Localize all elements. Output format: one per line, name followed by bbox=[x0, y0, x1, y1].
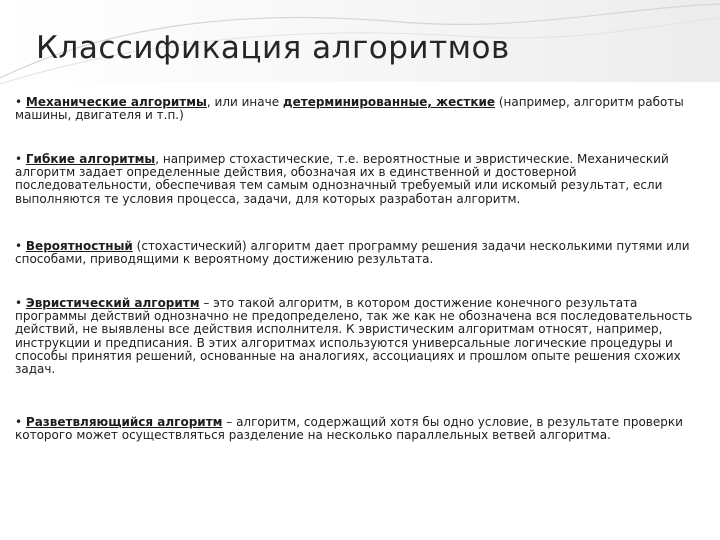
item-text: , например стохастические, т.е. вероятностные и эвристические. Механический алгоритм задает определенные действия, обозначая их в единственной и достоверной последовательности, обеспечивая тем самым однозначный требуемый или искомый результат, если выполняются те условия процесса, задачи, для которых разработан алгоритм. bbox=[15, 152, 669, 206]
bullet-icon: • bbox=[15, 95, 23, 109]
term-deterministic: детерминированные, жесткие bbox=[282, 95, 496, 109]
list-item bbox=[15, 297, 712, 376]
slide-title: Классификация алгоритмов bbox=[36, 30, 510, 66]
item-text: , или иначе bbox=[206, 95, 283, 109]
item-text: (стохастический) алгоритм дает программу решения задачи несколькими путями или способами, приводящими к вероятному достижению результата. bbox=[15, 239, 690, 267]
item-text: (например, алгоритм работы машины, двигателя и т.п.) bbox=[15, 95, 684, 123]
bullet-icon: • bbox=[15, 239, 23, 253]
list-item bbox=[15, 153, 712, 206]
term-heuristic: Эвристический алгоритм bbox=[25, 296, 200, 310]
bullet-icon: • bbox=[15, 415, 23, 429]
term-flexible: Гибкие алгоритмы bbox=[25, 152, 156, 166]
item-text: – алгоритм, содержащий хотя бы одно условие, в результате проверки которого может осуществляться разделение на несколько параллельных ветвей алгоритма. bbox=[15, 415, 683, 443]
list-item bbox=[15, 96, 712, 122]
bullet-icon: • bbox=[15, 296, 23, 310]
term-probabilistic: Вероятностный bbox=[25, 239, 133, 253]
item-text: – это такой алгоритм, в котором достижение конечного результата программы действий однозначно не предопределено, так же как не обозначена вся последовательность действий, не выявлены все действия исполнителя. К эвристическим алгоритмам относят, например, инструкции и предписания. В этих алгоритмах используются универсальные логические процедуры и способы принятия решений, основанные на аналогиях, ассоциациях и прошлом опыте решения схожих задач. bbox=[15, 296, 693, 377]
bullet-icon: • bbox=[15, 152, 23, 166]
list-item bbox=[15, 416, 712, 442]
term-mechanical: Механические алгоритмы bbox=[25, 95, 207, 109]
list-item bbox=[15, 240, 712, 266]
term-branching: Разветвляющийся алгоритм bbox=[25, 415, 223, 429]
